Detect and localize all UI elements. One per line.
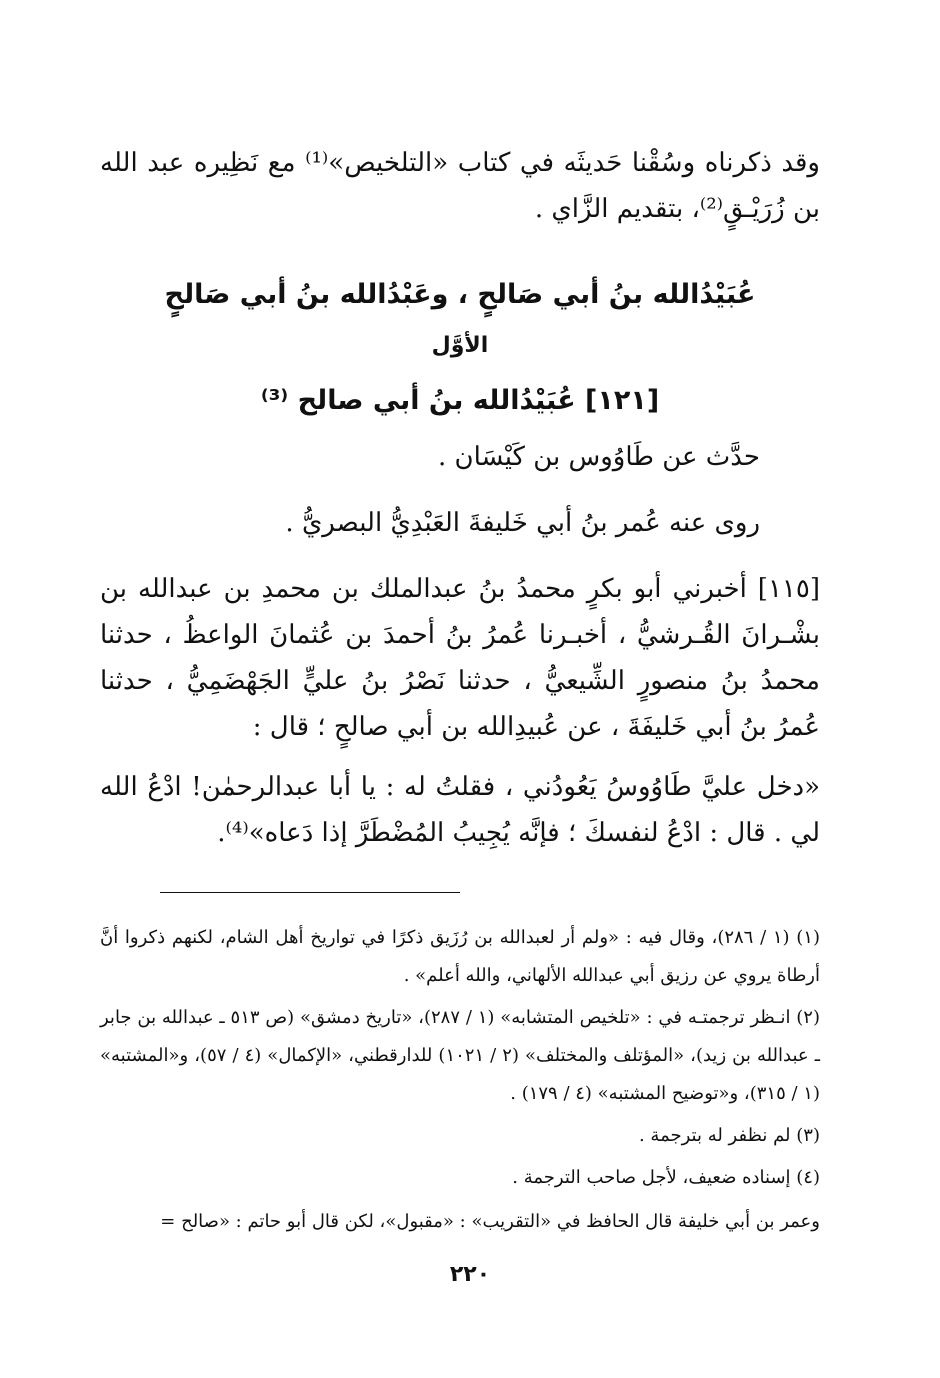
footnote: (٤) إسناده ضعيف، لأجل صاحب الترجمة .: [512, 1167, 820, 1188]
footnote-divider: [160, 892, 460, 893]
intro-paragraph: وقد ذكرناه وسُقْنا حَديثَه في كتاب «التلخيص»⁽¹⁾ مع نَظِيره عبد الله بن زُرَيْـقٍ⁽²⁾، بتقديم الزَّاي .: [100, 148, 820, 224]
hadith-quote: «دخل عليَّ طَاوُوسُ يَعُودُني ، فقلتُ له : يا أبا عبدالرحمٰن! ادْعُ الله لي . قال : ادْعُ لنفسكَ ؛ فإنَّه يُجِيبُ المُضْطَرَّ إذا دَعاه»⁽⁴⁾.: [100, 772, 820, 848]
section-heading: عُبَيْدُالله بنُ أبي صَالحٍ ، وعَبْدُالله بنُ أبي صَالحٍ: [164, 279, 756, 310]
entry-heading: [١٢١] عُبَيْدُالله بنُ أبي صالح ⁽³⁾: [260, 385, 660, 416]
footnote: (٢) انـظر ترجمتـه في : «تلخيص المتشابه» (١ / ٢٨٧)، «تاريخ دمشق» (ص ٥١٣ ـ عبدالله بن جابر ـ عبدالله بن زيد)، «المؤتلف والمختلف» (٢ / ١٠٢١) للدارقطني، «الإكمال» (٤ / ٥٧)، و«المشتبه» (١ / ٣١٥)، و«توضيح المشتبه» (٤ / ١٧٩) .: [100, 1007, 820, 1104]
page-body: [100, 140, 820, 1241]
footnotes: [100, 919, 820, 1241]
footnote: (٣) لم نظفر له بترجمة .: [638, 1125, 820, 1146]
page-number: ٢٢٠: [449, 1262, 491, 1287]
spacer: [100, 480, 820, 500]
spacer: [100, 546, 820, 566]
entry-transmitter-line: روى عنه عُمر بنُ أبي خَليفةَ العَبْدِيُّ البصريُّ .: [285, 508, 760, 538]
footnote-continuation: وعمر بن أبي خليفة قال الحافظ في «التقريب» : «مقبول»، لكن قال أبو حاتم : «صالح =: [160, 1211, 820, 1232]
subheading-first: الأوَّل: [431, 333, 489, 358]
footnote: (١) (١ / ٢٨٦)، وقال فيه : «ولم أر لعبدالله بن رُزَيق ذكرًا في تواريخ أهل الشام، لكنهم ذكروا أنَّ أرطاة يروي عن رزيق أبي عبدالله الألهاني، والله أعلم» .: [100, 927, 820, 986]
entry-narration-line: حدَّث عن طَاوُوس بن كَيْسَان .: [437, 442, 760, 472]
isnad-paragraph: [١١٥] أخبرني أبو بكرٍ محمدُ بنُ عبدالملك بن محمدِ بن عبدالله بن بشْـرانَ القُـرشيُّ ، أخبـرنا عُمرُ بنُ أحمدَ بن عُثمانَ الواعظُ ، حدثنا محمدُ بنُ منصورٍ الشِّيعيُّ ، حدثنا نَصْرُ بنُ عليٍّ الجَهْضَمِيُّ ، حدثنا عُمرُ بنُ أبي خَليفَةَ ، عن عُبيدِالله بن أبي صالحٍ ؛ قال :: [100, 574, 820, 742]
